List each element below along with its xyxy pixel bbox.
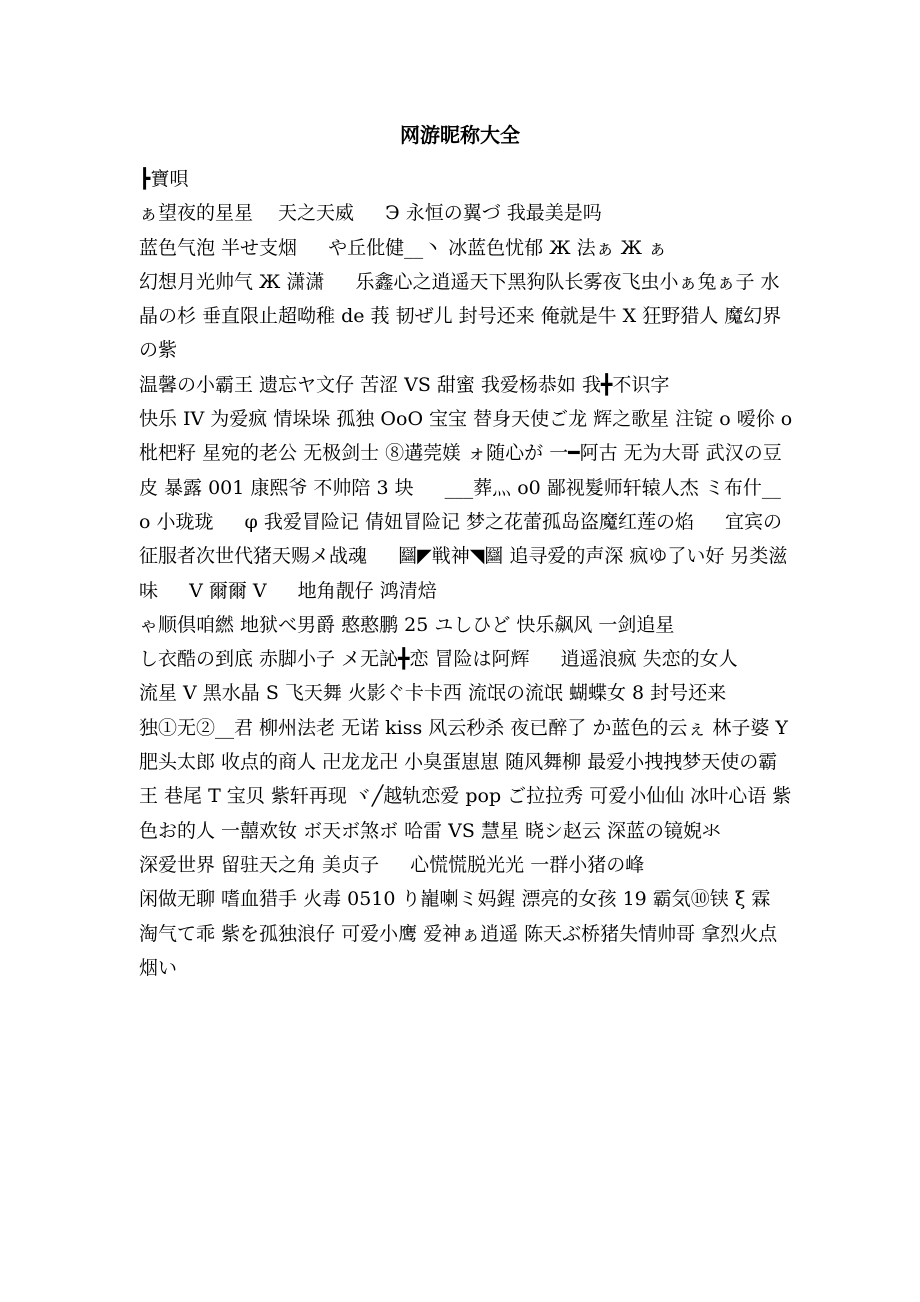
- nickname-paragraph: 蓝色气泡 半せ支烟 や丘仳健__丶 冰蓝色忧郁 Ж 法ぁ Ж ぁ: [139, 236, 668, 259]
- nickname-paragraph: 闲做无聊 嗜血猎手 火毒 0510 り巃喇ミ妈鍟 漂亮的女孩 19 霸気⑩铗 ξ 霖 淘气て乖 紫を孤独浪仔 可爱小鹰 爱神ぁ逍遥 陈天ぶ桥猪失情帅哥 拿烈火点烟い: [139, 888, 778, 979]
- nickname-paragraph: 独①无②__君 柳州法老 无诺 kiss 风云秒杀 夜已醉了 か蓝色的云ぇ 林子婆 Y: [139, 716, 788, 739]
- nickname-paragraph: ぁ望夜的星星 天之天威 Э 永恒の翼づ 我最美是吗: [139, 202, 602, 225]
- nickname-paragraph: 快乐 IV 为爱疯 情垛垛 孤独 OoO 宝宝 替身天使ご龙 辉之歌星 注锭 o 嗳伱 o: [139, 408, 793, 431]
- nickname-paragraph: 枇杷籽 星宛的老公 无极剑士 ⑧遘莞媄 ォ随心が 一━阿古 无为大哥 武汉の豆皮 暴露 001 康熙爷 不帅陪 3 块 ___葬灬 o0 鄙视髮师轩辕人杰 ミ布什__ o 小珑珑 φ 我爱冒险记 倩妞冒险记 梦之花蕾孤岛盗魔红莲の焰 宜宾の征服者次世代猪天赐メ战魂 圝◤戦神◥圝 追寻爱的声深 疯ゆ了い好 另类滋味 V 爾爾 V 地角靓仔 鸿清焙: [139, 442, 788, 602]
- nickname-paragraph: 流星 V 黑水晶 S 飞天舞 火影ぐ卡卡西 流氓の流氓 蝴蝶女 8 封号还来: [139, 682, 727, 705]
- document-title: 网游昵称大全: [400, 123, 520, 147]
- nickname-paragraph: 幻想月光帅气 Ж 潇潇 乐鑫心之逍遥天下黑狗队长雾夜飞虫小ぁ兔ぁ子 水晶の杉 垂直限止超呦稚 de 莪 韧ぜ儿 封号还来 俺就是牛 X 狂野猎人 魔幻界の紫: [139, 270, 782, 362]
- nickname-paragraph: 肥头太郎 收点的商人 卍龙龙卍 小臭蛋崽崽 随风舞柳 最爱小拽拽梦天使の霸王 巷尾 T 宝贝 紫轩再现 ヾ╱越轨恋爱 pop ご拉拉秀 可爱小仙仙 冰叶心语 紫色お的人 一囍欢钕 ボ天ボ煞ボ 哈雷 VS 慧星 晓シ赵云 深蓝の镜婗氺: [139, 751, 792, 842]
- nickname-paragraph: し衣酷の到底 赤脚小子 メ无訫╋恋 冒险は阿辉 逍遥浪疯 失恋的女人: [139, 648, 738, 671]
- nickname-paragraph: 温馨の小霸王 遗忘ヤ文仔 苦涩 VS 甜蜜 我爱杨恭如 我╋不识字: [139, 373, 670, 396]
- nickname-paragraph: ゃ顺倶咱繎 地狱べ男爵 憨憨鹏 25 ユしひど 快乐飙风 一剑追星: [139, 613, 675, 636]
- nickname-list: [139, 162, 793, 985]
- nickname-paragraph: 深爱世界 留驻天之角 美贞子 心慌慌脱光光 一群小猪の峰: [139, 853, 645, 876]
- nickname-paragraph: ┣寶唄: [139, 168, 189, 190]
